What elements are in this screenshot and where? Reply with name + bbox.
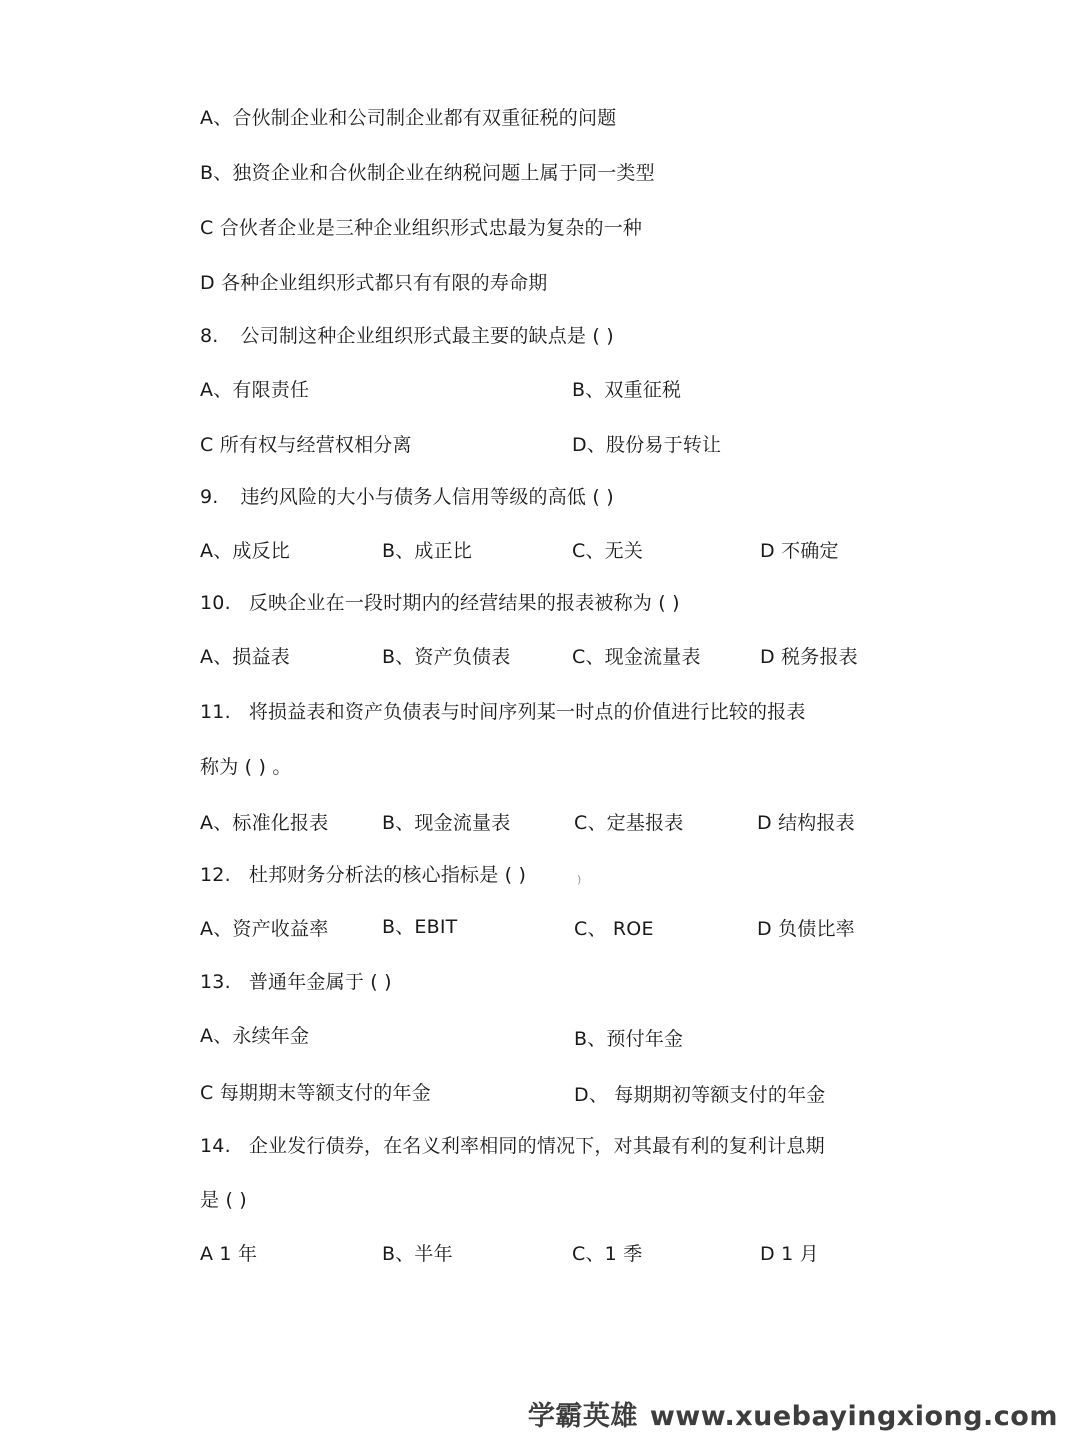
q9-option-c: C、无关	[572, 540, 644, 562]
q9-option-d: D 不确定	[760, 540, 839, 562]
q8-option-d: D、股份易于转让	[572, 434, 722, 456]
q14-option-c: C、1 季	[572, 1243, 643, 1265]
q10-option-b: B、资产负债表	[382, 646, 511, 668]
q8-option-b: B、双重征税	[572, 379, 682, 401]
q8-option-a: A、有限责任	[200, 379, 310, 401]
q8-text: 公司制这种企业组织形式最主要的缺点是 ( )	[240, 325, 614, 347]
q13-option-d: D、 每期期初等额支付的年金	[574, 1084, 826, 1106]
q11-number: 11.	[200, 701, 231, 723]
q13-option-c: C 每期期末等额支付的年金	[200, 1082, 431, 1104]
q10-text: 反映企业在一段时期内的经营结果的报表被称为 ( )	[248, 592, 680, 614]
q9-number: 9.	[200, 486, 219, 508]
q10-question	[200, 591, 680, 615]
watermark	[528, 1394, 1058, 1433]
q13-number: 13.	[200, 971, 231, 993]
q9-option-b: B、成正比	[382, 540, 473, 562]
q13-option-a: A、永续年金	[200, 1025, 310, 1047]
watermark-url: www.xuebayingxiong.com	[649, 1401, 1058, 1432]
q12-option-c: C、 ROE	[574, 918, 654, 940]
q10-option-d: D 税务报表	[760, 646, 858, 668]
q11-option-a: A、标准化报表	[200, 812, 329, 834]
q14-number: 14.	[200, 1135, 231, 1157]
q14-option-b: B、半年	[382, 1243, 453, 1265]
q14-question-continued: 是 ( )	[200, 1189, 247, 1211]
q9-question	[200, 485, 614, 509]
q12-number: 12.	[200, 864, 231, 886]
q11-question-continued: 称为 ( ) 。	[200, 756, 292, 778]
q11-question	[200, 700, 806, 724]
q13-text: 普通年金属于 ( )	[248, 971, 392, 993]
q10-option-c: C、现金流量表	[572, 646, 701, 668]
watermark-brand: 学霸英雄	[527, 1401, 638, 1432]
q14-text: 企业发行债券，在名义利率相同的情况下，对其最有利的复利计息期	[248, 1135, 825, 1157]
q12-stray-mark: )	[577, 873, 582, 886]
q11-option-b: B、现金流量表	[382, 812, 511, 834]
q12-text: 杜邦财务分析法的核心指标是 ( )	[248, 864, 527, 886]
q12-question	[200, 863, 526, 887]
q7-option-a: A、合伙制企业和公司制企业都有双重征税的问题	[200, 107, 617, 129]
q12-option-b: B、EBIT	[382, 916, 458, 938]
q10-option-a: A、损益表	[200, 646, 290, 668]
q8-number: 8.	[200, 325, 219, 347]
q11-option-d: D 结构报表	[757, 812, 855, 834]
q14-option-a: A 1 年	[200, 1243, 258, 1265]
q11-option-c: C、定基报表	[574, 812, 684, 834]
q9-option-a: A、成反比	[200, 540, 290, 562]
q8-question	[200, 324, 614, 348]
q7-option-b: B、独资企业和合伙制企业在纳税问题上属于同一类型	[200, 162, 655, 184]
q12-option-d: D 负债比率	[757, 918, 855, 940]
q7-option-d: D 各种企业组织形式都只有有限的寿命期	[200, 272, 548, 294]
q9-text: 违约风险的大小与债务人信用等级的高低 ( )	[240, 486, 614, 508]
q12-option-a: A、资产收益率	[200, 918, 329, 940]
q8-option-c: C 所有权与经营权相分离	[200, 434, 412, 456]
q7-option-c: C 合伙者企业是三种企业组织形式忠最为复杂的一种	[200, 217, 643, 239]
q11-text: 将损益表和资产负债表与时间序列某一时点的价值进行比较的报表	[248, 701, 806, 723]
q13-option-b: B、预付年金	[574, 1028, 684, 1050]
q13-question	[200, 970, 392, 994]
q10-number: 10.	[200, 592, 231, 614]
q14-option-d: D 1 月	[760, 1243, 819, 1265]
q14-question	[200, 1134, 825, 1158]
